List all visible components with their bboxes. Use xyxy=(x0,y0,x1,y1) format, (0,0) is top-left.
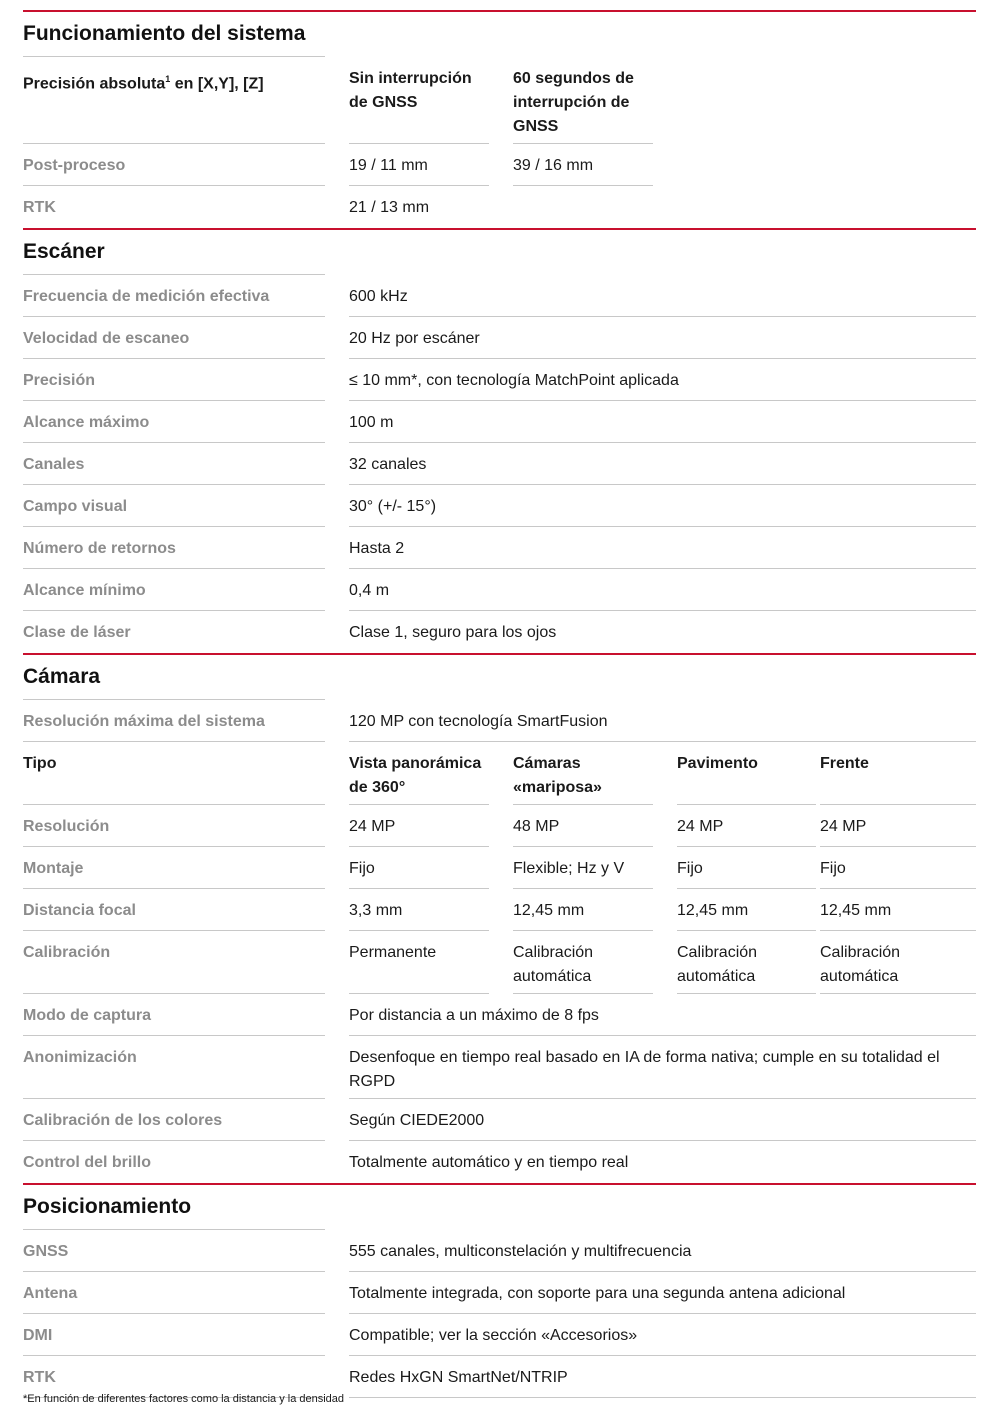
row-label: Alcance mínimo xyxy=(23,569,325,611)
row-label: Alcance máximo xyxy=(23,401,325,443)
row-label: Post-proceso xyxy=(23,144,325,186)
row-label: GNSS xyxy=(23,1230,325,1272)
header-col-60s-interruption: 60 segundos de interrupción de GNSS xyxy=(513,57,653,144)
table-row xyxy=(23,700,976,742)
spec-sheet xyxy=(23,10,976,1398)
row-value: Totalmente integrada, con soporte para una segunda antena adicional xyxy=(349,1272,976,1314)
row-value: Totalmente automático y en tiempo real xyxy=(349,1154,629,1171)
row-value: Compatible; ver la sección «Accesorios» xyxy=(349,1314,976,1356)
row-label: Velocidad de escaneo xyxy=(23,317,325,359)
table-row xyxy=(23,144,976,186)
row-value: 48 MP xyxy=(513,805,653,847)
row-value: 120 MP con tecnología SmartFusion xyxy=(349,700,976,742)
row-value: Calibración automática xyxy=(820,931,976,994)
table-row xyxy=(23,1230,976,1272)
table-row xyxy=(23,1036,976,1099)
section-title: Posicionamiento xyxy=(23,1185,976,1230)
row-value: Según CIEDE2000 xyxy=(349,1099,976,1141)
row-value: 19 / 11 mm xyxy=(349,144,489,186)
table-row xyxy=(23,359,976,401)
row-label: Montaje xyxy=(23,847,325,889)
row-label: Resolución máxima del sistema xyxy=(23,700,325,742)
row-value: Calibración automática xyxy=(513,931,653,994)
row-value: Fijo xyxy=(677,847,816,889)
row-label: Anonimización xyxy=(23,1036,325,1099)
header-col-butterfly: Cámaras «mariposa» xyxy=(513,742,653,805)
row-value: 24 MP xyxy=(349,805,489,847)
header-col-pavement: Pavimento xyxy=(677,742,816,805)
table-row xyxy=(23,611,976,653)
header-col-no-interruption: Sin interrupción de GNSS xyxy=(349,57,489,144)
row-value: Hasta 2 xyxy=(349,527,976,569)
row-value: Redes HxGN SmartNet/NTRIP xyxy=(349,1356,976,1398)
row-value: Desenfoque en tiempo real basado en IA de forma nativa; cumple en su totalidad el RGPD xyxy=(349,1036,976,1099)
row-value: Clase 1, seguro para los ojos xyxy=(349,624,557,641)
row-value: 12,45 mm xyxy=(513,889,653,931)
table-header-row xyxy=(23,57,976,144)
table-row xyxy=(23,1314,976,1356)
row-value: 21 / 13 mm xyxy=(349,199,430,216)
row-label: DMI xyxy=(23,1314,325,1356)
row-label: Número de retornos xyxy=(23,527,325,569)
header-label: Precisión absoluta$^1$ en [X,Y], [Z] xyxy=(23,57,325,144)
row-value: 0,4 m xyxy=(349,569,976,611)
table-row xyxy=(23,1141,976,1183)
section-positioning xyxy=(23,1183,976,1398)
table-row xyxy=(23,569,976,611)
row-value: Permanente xyxy=(349,931,489,994)
row-label: Precisión xyxy=(23,359,325,401)
row-label: RTK xyxy=(23,199,56,216)
table-row xyxy=(23,805,976,847)
table-row xyxy=(23,847,976,889)
section-scanner xyxy=(23,228,976,653)
row-value: 24 MP xyxy=(820,805,976,847)
row-value: 32 canales xyxy=(349,443,976,485)
row-value: 39 / 16 mm xyxy=(513,144,653,186)
header-col-panoramic: Vista panorámica de 360° xyxy=(349,742,489,805)
row-label: Frecuencia de medición efectiva xyxy=(23,275,325,317)
row-value: Flexible; Hz y V xyxy=(513,847,653,889)
row-value: ≤ 10 mm*, con tecnología MatchPoint aplicada xyxy=(349,359,976,401)
table-row xyxy=(23,931,976,994)
table-row xyxy=(23,443,976,485)
row-label: Antena xyxy=(23,1272,325,1314)
section-title: Funcionamiento del sistema xyxy=(23,12,976,57)
table-row xyxy=(23,889,976,931)
row-value: 20 Hz por escáner xyxy=(349,317,976,359)
row-label: RTK xyxy=(23,1356,325,1398)
section-title: Escáner xyxy=(23,230,976,275)
row-label: Canales xyxy=(23,443,325,485)
row-label: Clase de láser xyxy=(23,624,131,641)
header-col-front: Frente xyxy=(820,742,976,805)
table-row xyxy=(23,994,976,1036)
row-value: Por distancia a un máximo de 8 fps xyxy=(349,994,976,1036)
row-value: 12,45 mm xyxy=(677,889,816,931)
section-title: Cámara xyxy=(23,655,976,700)
table-row xyxy=(23,275,976,317)
row-label: Control del brillo xyxy=(23,1154,151,1171)
section-system-performance xyxy=(23,10,976,228)
footnote: *En función de diferentes factores como la distancia y la densidad xyxy=(23,1393,345,1405)
row-value: Fijo xyxy=(820,847,976,889)
row-label: Resolución xyxy=(23,805,325,847)
row-label: Calibración de los colores xyxy=(23,1099,325,1141)
row-value: Calibración automática xyxy=(677,931,816,994)
header-label: Tipo xyxy=(23,742,325,805)
table-row xyxy=(23,317,976,359)
row-value: 24 MP xyxy=(677,805,816,847)
table-row xyxy=(23,1099,976,1141)
row-label: Modo de captura xyxy=(23,994,325,1036)
table-row xyxy=(23,401,976,443)
row-value: Fijo xyxy=(349,847,489,889)
row-label: Distancia focal xyxy=(23,889,325,931)
row-value: 3,3 mm xyxy=(349,889,489,931)
table-row xyxy=(23,485,976,527)
row-value: 12,45 mm xyxy=(820,889,976,931)
camera-type-header-row xyxy=(23,742,976,805)
row-label: Calibración xyxy=(23,931,325,994)
section-camera xyxy=(23,653,976,1183)
table-row xyxy=(23,1272,976,1314)
row-value: 100 m xyxy=(349,401,976,443)
row-value: 30° (+/- 15°) xyxy=(349,485,976,527)
row-value: 555 canales, multiconstelación y multifrecuencia xyxy=(349,1230,976,1272)
table-row xyxy=(23,186,976,228)
row-label: Campo visual xyxy=(23,485,325,527)
row-value: 600 kHz xyxy=(349,275,976,317)
table-row xyxy=(23,1356,976,1398)
table-row xyxy=(23,527,976,569)
